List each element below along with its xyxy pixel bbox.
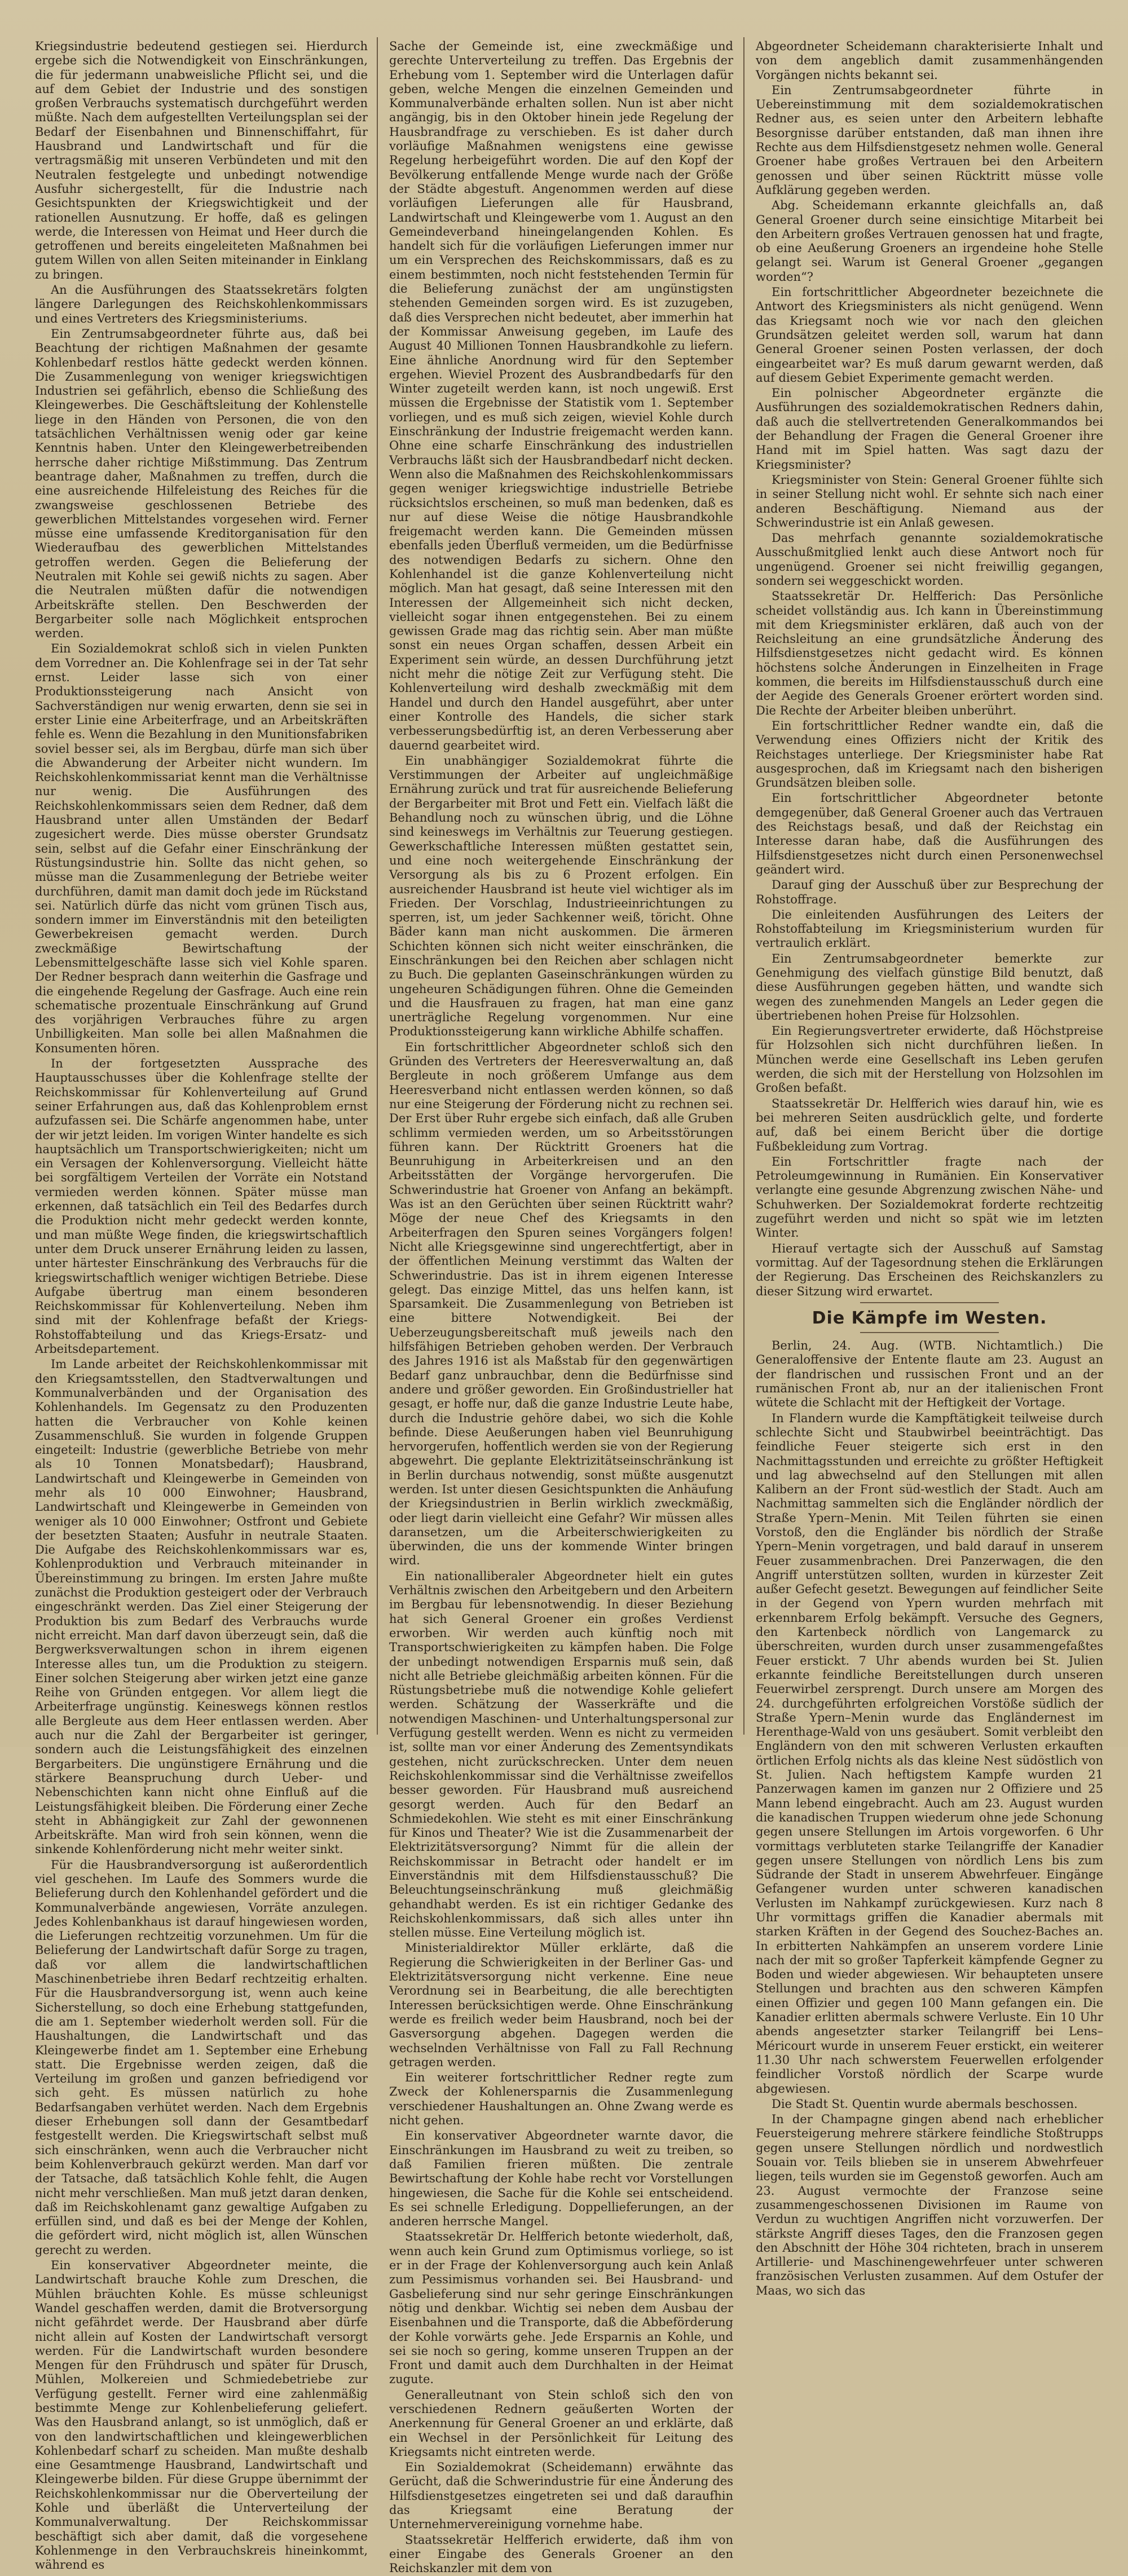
paragraph: In der Champagne gingen abend nach erheblicher Feuersteigerung mehrere stärkere feindliche Stoßtrupps gegen unsere Stellungen nördlich und nordwestlich Souain vor. Teils blieben sie in unserem Abwehrfeuer liegen, teils wurden sie im Gegenstoß geworfen. Auch am 23. August vermochte der Franzose seine zusammengeschossenen Divisionen im Raume von Verdun zu wuchtigen Angriffen nicht vorzuwerfen. Der stärkste Angriff dieses Tages, den die Franzosen gegen den Abschnitt der Höhe 304 richteten, brach in unserem Artillerie- und Maschinengewehrfeuer unter schweren französischen Verlusten zusammen. Auf dem Ostufer der Maas, wo sich das: [756, 2112, 1103, 2297]
paragraph: Ein Sozialdemokrat schloß sich in vielen Punkten dem Vorredner an. Die Kohlenfrage sei in der Tat sehr ernst. Leider lasse sich von einer Produktionssteigerung nach Ansicht von Sachverständigen nur wenig erwarten, denn sie sei in erster Linie eine Arbeiterfrage, und an Arbeitskräften fehle es. Wenn die Bezahlung in den Munitionsfabriken soviel besser sei, als im Bergbau, dürfe man sich über die Abwanderung der Arbeiter nicht wundern. Im Reichskohlenkommissariat kennt man die Verhältnisse nur wenig. Die Ausführungen des Reichskohlenkommissars seien dem Redner, daß dem Hausbrand unter allen Umständen der Bedarf zugesichert werde. Dies müsse oberster Grundsatz sein, selbst auf die Gefahr einer Einschränkung der Rüstungsindustrie hin. Sollte das nicht gehen, so müsse man die Zusammenlegung der Betriebe weiter durchführen, damit man damit doch jede im Rückstand sei. Natürlich dürfe das nicht vom grünen Tisch aus, sondern immer im Einverständnis mit den beteiligten Gewerbekreisen gemacht werden. Durch zweckmäßige Bewirtschaftung der Lebensmittelgeschäfte lasse sich viel Kohle sparen. Der Redner besprach dann weiterhin die Gasfrage und die eingehende Regelung der Gasfrage. Auch eine rein schematische prozentuale Einschränkung auf Grund des vorjährigen Verbrauches führe zu argen Unbilligkeiten. Man solle bei allen Maßnahmen die Konsumenten hören.: [35, 642, 368, 1055]
paragraph: Ein Fortschrittler fragte nach der Petroleumgewinnung in Rumänien. Ein Konservativer verlangte eine gesunde Abgrenzung zwischen Nähe- und Schuhwerken. Der Sozialdemokrat forderte rechtzeitig zugeführt werden und nicht so spät wie im letzten Winter.: [756, 1154, 1103, 1240]
paragraph: Hierauf vertagte sich der Ausschuß auf Samstag vormittag. Auf der Tagesordnung stehen die Erklärungen der Regierung. Das Erscheinen des Reichskanzlers zu dieser Sitzung wird erwartet.: [756, 1241, 1103, 1298]
paragraph: Ein Regierungsvertreter erwiderte, daß Höchstpreise für Holzsohlen sich nicht durchführen ließen. In München werde eine Gesellschaft ins Leben gerufen werden, die sich mit der Herstellung von Holzsohlen im Großen befaßt.: [756, 1024, 1103, 1095]
column-divider: [743, 37, 744, 1735]
text-column-1: [35, 39, 368, 2572]
paragraph: In der fortgesetzten Aussprache des Hauptausschusses über die Kohlenfrage stellte der Reichskommissar für Kohlenverteilung auf Grund seiner Erfahrungen aus, daß das Kohlenproblem ernst aufzufassen sei. Die Schärfe angenommen habe, unter der wir jetzt leiden. Im vorigen Winter handelte es sich hauptsächlich um Transportschwierigkeiten; nicht um ein Versagen der Kohlenversorgung. Vielleicht hätte bei sorgfältigem Verteilen der Vorräte ein Notstand vermieden werden können. Später müsse man erkennen, daß tatsächlich ein Teil des Bedarfes durch die Produktion nicht mehr gedeckt werden konnte, und man müßte Wege finden, die kriegswirtschaftlich unter dem Druck unserer Ernährung leiden zu lassen, unter härtester Einschränkung des Verbrauchs für die kriegswirtschaftlich weniger wichtigen Betriebe. Diese Aufgabe übertrug man einem besonderen Reichskommissar für Kohlenverteilung. Neben ihm sind mit der Kohlenfrage befaßt der Kriegs-Rohstoffabteilung und das Kriegs-Ersatz- und Arbeitsdepartement.: [35, 1057, 368, 1356]
paragraph: Generalleutnant von Stein schloß sich den von verschiedenen Rednern geäußerten Worten der Anerkennung für General Groener an und erklärte, daß ein Wechsel in der Persönlichkeit für Leitung des Kriegsamts nicht eintreten werde.: [389, 2388, 733, 2459]
paragraph: Im Lande arbeitet der Reichskohlenkommissar mit den Kriegsamtsstellen, den Stadtverwaltungen und Kommunalverbänden und der Organisation des Kohlenhandels. Im Gegensatz zu den Produzenten hatten die Verbraucher von Kohle keinen Zusammenschluß. Sie wurden in folgende Gruppen eingeteilt: Industrie (gewerbliche Betriebe von mehr als 10 Tonnen Monatsbedarf); Hausbrand, Landwirtschaft und Kleingewerbe in Gemeinden von mehr als 10 000 Einwohner; Hausbrand, Landwirtschaft und Kleingewerbe in Gemeinden von weniger als 10 000 Einwohner; Ostfront und Gebiete der besetzten Staaten; Ausfuhr in neutrale Staaten. Die Aufgabe des Reichskohlenkommissars war es, Kohlenproduktion und Verbrauch miteinander in Übereinstimmung zu bringen. Im ersten Jahre mußte zunächst die Produktion gesteigert oder der Verbrauch eingeschränkt werden. Das Ziel einer Steigerung der Produktion bis zum Bedarf des Verbrauchs wurde nicht erreicht. Man darf davon überzeugt sein, daß die Bergwerksverwaltungen schon in ihrem eigenen Interesse alles tun, um die Produktion zu steigern. Einer solchen Steigerung aber wirken jetzt eine ganze Reihe von Gründen entgegen. Vor allem liegt die Arbeiterfrage ungünstig. Keineswegs können restlos alle Bergleute aus dem Heer entlassen werden. Aber auch nur die Zahl der Bergarbeiter ist geringer, sondern auch die Leistungsfähigkeit des einzelnen Bergarbeiters. Die ungünstigere Ernährung und die stärkere Beanspruchung durch Ueber- und Nebenschichten kann nicht ohne Einfluß auf die Leistungsfähigkeit bleiben. Die Förderung einer Zeche steht in Abhängigkeit zur Zahl der gewonnenen Arbeitskräfte. Man wird froh sein können, wenn die sinkende Kohlenförderung nicht mehr weiter sinkt.: [35, 1357, 368, 1856]
paragraph: Ein fortschrittlicher Redner wandte ein, daß die Verwendung eines Offiziers nicht der Kritik des Reichstages unterliege. Der Kriegsminister habe Rat ausgesprochen, daß im Kriegsamt nach den bisherigen Grundsätzen bleiben solle.: [756, 718, 1103, 790]
paragraph: Ministerialdirektor Müller erklärte, daß die Regierung die Schwierigkeiten in der Berliner Gas- und Elektrizitätsversorgung nicht verkenne. Eine neue Verordnung sei in Bearbeitung, die alle berechtigten Interessen berücksichtigen werde. Ohne Einschränkung werde es freilich weder beim Hausbrand, noch bei der Gasversorgung abgehen. Dagegen werden die wechselnden Verhältnisse von Fall zu Fall Rechnung getragen werden.: [389, 1941, 733, 2069]
paragraph: Abg. Scheidemann erkannte gleichfalls an, daß General Groener durch seine einsichtige Mitarbeit bei den Arbeitern großes Vertrauen genossen hat und fragte, ob eine Aeußerung Groeners an irgendeine hohe Stelle gelangt sei. Warum ist General Groener „gegangen worden“?: [756, 199, 1103, 284]
paragraph: Staatssekretär Dr. Helfferich: Das Persönliche scheidet vollständig aus. Ich kann in Übereinstimmung mit dem Kriegsminister erklären, daß auch von der Reichsleitung an eine grundsätzliche Änderung des Hilfsdienstgesetzes nicht gedacht wird. Es können höchstens solche Änderungen in Einzelheiten in Frage kommen, die bereits im Hilfsdienstausschuß durch eine der Aegide des Generals Groener erörtert worden sind. Die Rechte der Arbeiter bleiben unberührt.: [756, 589, 1103, 717]
paragraph: Ein Zentrumsabgeordneter führte aus, daß bei Beachtung der richtigen Maßnahmen der gesamte Kohlenbedarf restlos hätte gedeckt werden können. Die Zusammenlegung von weniger kriegswichtigen Industrien sei gefährlich, ebenso die Schließung des Kleingewerbes. Die Geschäftsleitung der Kohlenstelle liege in den Händen von Personen, die von den tatsächlichen Verhältnissen wenig oder gar keine Kenntnis haben. Unter den Kleingewerbetreibenden herrsche daher richtige Mißstimmung. Das Zentrum beantrage daher, Maßnahmen zu treffen, durch die eine ausreichende Hilfeleistung des Reiches für die zwangsweise geschlossenen Betriebe des gewerblichen Mittelstandes vorgesehen wird. Ferner müsse eine umfassende Kreditorganisation für den Wiederaufbau des gewerblichen Mittelstandes getroffen werden. Gegen die Belieferung der Neutralen mit Kohle sei gewiß nichts zu sagen. Aber die Neutralen müßten dafür die notwendigen Arbeitskräfte stellen. Den Beschwerden der Bergarbeiter solle nach Möglichkeit entsprochen werden.: [35, 327, 368, 641]
section-rule: [860, 1302, 999, 1303]
paragraph: Kriegsindustrie bedeutend gestiegen sei. Hierdurch ergebe sich die Notwendigkeit von Einschränkungen, die für jedermann unabweisliche Pflicht sei, und die auf dem Gebiet der Industrie und des sonstigen großen Verbrauchs systematisch durchgeführt werden müßte. Nach dem aufgestellten Verteilungsplan sei der Bedarf der Eisenbahnen und Binnenschiffahrt, für Hausbrand und Landwirtschaft und für die vertragsmäßig mit unseren Verbündeten und mit den Neutralen festgelegte und unbedingt notwendige Ausfuhr sichergestellt, für die Industrie nach Gesichtspunkten der Kriegswichtigkeit und der rationellen Ausnutzung. Er hoffe, daß es gelingen werde, die Interessen von Heimat und Heer durch die getroffenen und bereits eingeleiteten Maßnahmen bei gutem Willen von allen Seiten miteinander in Einklang zu bringen.: [35, 39, 368, 281]
paragraph: Die einleitenden Ausführungen des Leiters der Rohstoffabteilung im Kriegsministerium wurden für vertraulich erklärt.: [756, 907, 1103, 950]
paragraph: Staatssekretär Dr. Helfferich wies darauf hin, wie es bei mehreren Seiten ausdrücklich gelte, und forderte auf, daß bei einem Bericht über die dortige Fußbekleidung zum Vortrag.: [756, 1096, 1103, 1153]
section-heading: Die Kämpfe im Westen.: [812, 1308, 1047, 1328]
paragraph: Ein Zentrumsabgeordneter führte in Uebereinstimmung mit dem sozialdemokratischen Redner aus, es seien unter den Arbeitern lebhafte Besorgnisse darüber entstanden, daß man ihnen ihre Rechte aus dem Hilfsdienstgesetz nehmen wolle. General Groener habe großes Vertrauen bei den Arbeitern genossen und über seinen Rücktritt müsse volle Aufklärung gegeben werden.: [756, 83, 1103, 197]
paragraph: Ein fortschrittlicher Abgeordneter schloß sich den Gründen des Vertreters der Heeresverwaltung an, daß Bergleute in noch größerem Umfange aus dem Heeresverband nicht entlassen werden können, so daß nur eine Steigerung der Förderung nicht zu rechnen sei. Der Erst über Ruhr ergebe sich einfach, daß alle Gruben schlimm vermieden werden, um so Arbeitsstörungen führen kann. Der Rücktritt Groeners hat die Beunruhigung in Arbeiterkreisen und an den Arbeitsstätten der Vorgänge hervorgerufen. Die Schwerindustrie hat Groener von Anfang an bekämpft. Was ist an den Gerüchten über seinen Rücktritt wahr? Möge der neue Chef des Kriegsamts in den Arbeiterfragen den Spuren seines Vorgängers folgen! Nicht alle Kriegsgewinne sind ungerechtfertigt, aber in der öffentlichen Meinung verstimmt das Walten der Schwerindustrie. Das ist in ihrem eigenen Interesse gelegt. Das einzige Mittel, das uns helfen kann, ist Sparsamkeit. Die Zusammenlegung von Betrieben ist eine bittere Notwendigkeit. Bei der Ueberzeugungsbereitschaft muß jeweils nach den hilfsfähigen Betrieben gehoben werden. Der Verbrauch des Jahres 1916 ist als Maßstab für den gegenwärtigen Bedarf ganz unbrauchbar, denn die Bedürfnisse sind andere und größer geworden. Ein Großindustrieller hat gesagt, er hoffe nur, daß die ganze Industrie Leute habe, durch die Industrie gehöre dabei, wo sich die Kohle befinde. Diese Aeußerungen haben viel Beunruhigung hervorgerufen, hoffentlich werden sie von der Regierung abgewehrt. Die geplante Elektrizitätseinschränkung ist in Berlin durchaus notwendig, sonst müßte ausgenutzt werden. Ist unter diesen Gesichtspunkten die Anhäufung der Kriegsindustrien in Berlin wirklich zweckmäßig, oder liegt darin vielleicht eine Gefahr? Wir müssen alles daransetzen, um die Arbeiterschwierigkeiten zu überwinden, die uns der kommende Winter bringen wird.: [389, 1040, 733, 1568]
text-column-3: [756, 39, 1103, 2297]
text-column-2: [389, 39, 733, 2575]
paragraph: Staatssekretär Helfferich erwiderte, daß ihm von einer Eingabe des Generals Groener an den Reichskanzler mit dem von: [389, 2533, 733, 2575]
paragraph: Berlin, 24. Aug. (WTB. Nichtamtlich.) Die Generaloffensive der Entente flaute am 23. August an der flandrischen und russischen Front und an der rumänischen Front ab, nur an der italienischen Front wütete die Schlacht mit der Heftigkeit der Vortage.: [756, 1339, 1103, 1410]
paragraph: Kriegsminister von Stein: General Groener fühlte sich in seiner Stellung nicht wohl. Er sehnte sich nach einer anderen Beschäftigung. Niemand aus der Schwerindustrie ist ein Anlaß gewesen.: [756, 473, 1103, 530]
paragraph: Ein polnischer Abgeordneter ergänzte die Ausführungen des sozialdemokratischen Redners dahin, daß auch die stellvertretenden Generalkommandos bei der Behandlung der Fragen die General Groener ihre Hand mit im Spiel hatten. Was sagt dazu der Kriegsminister?: [756, 386, 1103, 471]
paragraph: Ein Sozialdemokrat (Scheidemann) erwähnte das Gerücht, daß die Schwerindustrie für eine Änderung des Hilfsdienstgesetzes eingetreten sei und daß daraufhin das Kriegsamt eine Beratung der Unternehmervereinigung vornehme habe.: [389, 2460, 733, 2531]
paragraph: Ein fortschrittlicher Abgeordneter bezeichnete die Antwort des Kriegsministers als nicht genügend. Wenn das Kriegsamt noch wie vor nach den gleichen Grundsätzen geleitet werden soll, warum hat dann General Groener seinen Posten verlassen, der doch eingearbeitet war? Es muß darum gewarnt werden, daß auf diesem Gebiet Experimente gemacht werden.: [756, 285, 1103, 385]
paragraph: Sache der Gemeinde ist, eine zweckmäßige und gerechte Unterverteilung zu treffen. Das Ergebnis der Erhebung vom 1. September wird die Unterlagen dafür geben, welche Mengen die einzelnen Gemeinden und Kommunalverbände erhalten sollen. Nun ist aber nicht angängig, bis in den Oktober hinein jede Regelung der Hausbrandfrage zu verschieben. Es ist daher durch vorläufige Maßnahmen wenigstens eine gewisse Regelung herbeigeführt worden. Die auf den Kopf der Bevölkerung entfallende Menge wurde nach der Größe der Städte abgestuft. Angenommen werden auf diese vorläufigen Lieferungen alle für Hausbrand, Landwirtschaft und Kleingewerbe vom 1. August an den Gemeindeverband hineingelangenden Kohlen. Es handelt sich für die vorläufigen Lieferungen immer nur um ein Versprechen des Reichskommissars, daß es zu einem bestimmten, noch nicht feststehenden Termin für die Belieferung zunächst der am ungünstigsten stehenden Gemeinden sorgen wird. Es ist zuzugeben, daß dies Versprechen nicht bedeutet, aber immerhin hat der Kommissar Anweisung gegeben, im Laufe des August 40 Millionen Tonnen Hausbrandkohle zu liefern. Eine ähnliche Anordnung wird für den September ergehen. Wieviel Prozent des Ausbrandbedarfs für den Winter zugeteilt werden kann, ist noch ungewiß. Erst müssen die Ergebnisse der Statistik vom 1. September vorliegen, und es muß sich zeigen, wieviel Kohle durch Einschränkung der Industrie freigemacht werden kann. Ohne eine scharfe Einschränkung des industriellen Verbrauchs läßt sich der Hausbrandbedarf nicht decken. Wenn also die Maßnahmen des Reichskohlenkommissars gegen weniger kriegswichtige industrielle Betriebe rücksichtslos erscheinen, so muß man bedenken, daß es nur auf diese Weise die nötige Hausbrandkohle freigemacht werden kann. Die Gemeinden müssen ebenfalls jeden Überfluß vermeiden, um die Bedürfnisse des notwendigen Bedarfs zu sichern. Ohne den Kohlenhandel ist die ganze Kohlenverteilung nicht möglich. Man hat gesagt, daß seine Interessen mit den Interessen der Allgemeinheit sich nicht decken, vielleicht sogar ihnen entgegenstehen. Bei zu einem gewissen Grade mag das richtig sein. Aber man müßte sonst ein neues Organ schaffen, dessen Arbeit ein Experiment sein würde, an dessen Durchführung jetzt nicht mehr die nötige Zeit zur Verfügung steht. Die Kohlenverteilung wird deshalb zweckmäßig mit dem Handel und durch den Handel ausgeführt, aber unter einer Kontrolle des Handels, die sicher stark verbesserungsbedürftig ist, an deren Verbesserung aber dauernd gearbeitet wird.: [389, 39, 733, 752]
paragraph: Ein unabhängiger Sozialdemokrat führte die Verstimmungen der Arbeiter auf ungleichmäßige Ernährung zurück und trat für ausreichende Belieferung der Bergarbeiter mit Brot und Fett ein. Vielfach läßt die Behandlung noch zu wünschen übrig, und die Löhne sind keineswegs im Verhältnis zur Teuerung gestiegen. Gewerkschaftliche Interessen müßten gestattet sein, und eine noch weitergehende Einschränkung der Versorgung als bis zu 6 Prozent erfolgen. Ein ausreichender Hausbrand ist heute viel wichtiger als im Frieden. Der Vorschlag, Industrieeinrichtungen zu sperren, ist, um jeder Sachkenner weiß, töricht. Ohne Bäder kann man nicht auskommen. Die ärmeren Schichten können sich nicht weiter einschränken, die Einschränkungen bei den Reichen aber schlagen nicht zu Buch. Die geplanten Gaseinschränkungen würden zu ungeheuren Schädigungen führen. Ohne die Gemeinden und die Hausfrauen zu fragen, hat man eine ganz unerträgliche Regelung vorgenommen. Nur eine Produktionssteigerung kann wirkliche Abhilfe schaffen.: [389, 753, 733, 1039]
paragraph: Ein konservativer Abgeordneter meinte, die Landwirtschaft brauche Kohle zum Dreschen, die Mühlen bräuchten Kohle. Es müsse schleunigst Wandel geschaffen werden, damit die Brotversorgung nicht gefährdet werde. Der Hausbrand aber dürfe nicht allein auf Kosten der Landwirtschaft versorgt werden. Für die Landwirtschaft wurden besondere Mengen für den Frühdrusch und später für Drusch, Mühlen, Molkereien und Schmiedebetriebe zur Verfügung gestellt. Ferner wird eine zahlenmäßig bestimmte Menge zur Kohlenbelieferung geliefert. Was den Hausbrand anlangt, so ist unmöglich, daß er von den landwirtschaftlichen und kleingewerblichen Kohlenbedarf scharf zu scheiden. Man mußte deshalb eine Gesamtmenge Hausbrand, Landwirtschaft und Kleingewerbe bilden. Für diese Gruppe übernimmt der Reichskohlenkommissar nur die Oberverteilung der Kohle und überläßt die Unterverteilung der Kommunalverwaltung. Der Reichskommissar beschäftigt sich aber damit, daß die vorgesehene Kohlenmenge in den Verbrauchskreis hineinkommt, während es: [35, 2259, 368, 2572]
paragraph: In Flandern wurde die Kampftätigkeit teilweise durch schlechte Sicht und Staubwirbel beeinträchtigt. Das feindliche Feuer steigerte sich erst in den Nachmittagsstunden und erreichte zu größter Heftigkeit und lag abwechselnd auf den Stellungen mit allen Kalibern an der Front süd-westlich der Stadt. Auch am Nachmittag sammelten sich die Engländer nördlich der Straße Ypern–Menin. Mit Teilen führten sie einen Vorstoß, den die Engländer bis nördlich der Straße Ypern–Menin vorgetragen, und bald darauf in unserem Feuer zusammenbrachen. Drei Panzerwagen, die den Angriff unterstützen sollten, wurden in kürzester Zeit außer Gefecht gesetzt. Bewegungen auf feindlicher Seite in der Gegend von Ypern wurden mehrfach mit erkennbarem Erfolg bekämpft. Versuche des Gegners, den Kartenbeck nördlich von Langemarck zu überschreiten, wurden durch unser zusammengefaßtes Feuer erstickt. 7 Uhr abends wurden bei St. Julien erkannte feindliche Bereitstellungen durch unseren Feuerwirbel zersprengt. Durch unsere am Morgen des 24. durchgeführten erfolgreichen Vorstöße südlich der Straße Ypern–Menin wurde das Engländernest im Herenthage-Wald von uns gesäubert. Somit verbleibt den Engländern von den mit schweren Verlusten erkauften örtlichen Erfolg nichts als das kleine Nest südöstlich von St. Julien. Nach heftigstem Kampfe wurden 21 Panzerwagen kamen im ganzen nur 2 Offiziere und 25 Mann lebend eingebracht. Auch am 23. August wurden die kanadischen Truppen wiederum ohne jede Schonung gegen unsere Stellungen im Artois vorgeworfen. 6 Uhr vormittags verbluteten starke Teilangriffe der Kanadier gegen unsere Stellungen von nördlich Lens bis zum Südrande der Stadt in unserem Abwehrfeuer. Eingänge Gefangener wurden unter schweren kanadischen Verlusten im Nahkampf zurückgewiesen. Kurz nach 8 Uhr vormittags griffen die Kanadier abermals mit starken Kräften in der Gegend des Souchez-Baches an. In erbitterten Nahkämpfen an unserem vordere Linie nach der mit so großer Tapferkeit kämpfende Gegner zu Boden und wieder abgewiesen. Wir behaupteten unsere Stellungen und brachten aus den schweren Kämpfen einen Offizier und gegen 100 Mann gefangen ein. Die Kanadier erlitten abermals schwere Verluste. Ein 10 Uhr abends angesetzter starker Teilangriff bei Lens–Méricourt wurde in unserem Feuer erstickt, ein weiterer 11.30 Uhr nach schwerstem Feuerwellen erfolgender feindlicher Vorstoß nördlich der Scarpe wurde abgewiesen.: [756, 1411, 1103, 2096]
paragraph: Ein Zentrumsabgeordneter bemerkte zur Genehmigung des vielfach günstige Bild benutzt, daß diese Ausführungen gegeben hätten, und wandte sich wegen des zunehmenden Mangels an Leder gegen die übertriebenen hohen Preise für Holzsohlen.: [756, 951, 1103, 1022]
paragraph: Das mehrfach genannte sozialdemokratische Ausschußmitglied lenkt auch diese Antwort noch für ungenügend. Groener sei nicht freiwillig gegangen, sondern sei weggeschickt worden.: [756, 531, 1103, 588]
paragraph: Abgeordneter Scheidemann charakterisierte Inhalt und von dem angeblich damit zusammenhängenden Vorgängen nichts bekannt sei.: [756, 39, 1103, 82]
paragraph: An die Ausführungen des Staatssekretärs folgten längere Darlegungen des Reichskohlenkommissars und eines Vertreters des Kriegsministeriums.: [35, 283, 368, 325]
section-rule: [860, 1332, 999, 1333]
paragraph: Die Stadt St. Quentin wurde abermals beschossen.: [772, 2097, 1078, 2111]
paragraph: Ein nationalliberaler Abgeordneter hielt ein gutes Verhältnis zwischen den Arbeitgebern und den Arbeitern im Bergbau für lebensnotwendig. In dieser Beziehung hat sich General Groener ein großes Verdienst erworben. Wir werden auch künftig noch mit Transportschwierigkeiten zu kämpfen haben. Die Folge der unbedingt notwendigen Ersparnis muß sein, daß nicht alle Betriebe gleichmäßig arbeiten können. Für die Rüstungsbetriebe muß die notwendige Kohle geliefert werden. Schätzung der Wasserkräfte und die notwendigen Maschinen- und Unterhaltungspersonal zur Verfügung gestellt werden. Wenn es nicht zu vermeiden ist, sollte man vor einer Änderung des Zementsyndikats gestehen, nicht zurückschrecken. Unter dem neuen Reichskohlenkommissar sind die Verhältnisse zweifellos besser geworden. Für Hausbrand muß ausreichend gesorgt werden. Auch für den Bedarf an Schmiedekohlen. Wie steht es mit einer Einschränkung für Kinos und Theater? Wie ist die Zusammenarbeit der Elektrizitätsversorgung? Nimmt für die allein der Reichskommissar in Betracht oder handelt er im Einverständnis mit dem Hilfsdienstausschuß? Die Beleuchtungseinschränkung muß gleichmäßig gehandhabt werden. Es ist ein richtiger Gedanke des Reichskohlenkommissars, daß sich alles unter ihn stellen müsse. Eine Verteilung möglich ist.: [389, 1569, 733, 1940]
column-divider: [377, 37, 378, 1735]
paragraph: Ein weiterer fortschrittlicher Redner regte zum Zweck der Kohlenersparnis die Zusammenlegung verschiedener Haushaltungen an. Ohne Zwang werde es nicht gehen.: [389, 2071, 733, 2128]
paragraph: Ein fortschrittlicher Abgeordneter betonte demgegenüber, daß General Groener auch das Vertrauen des Reichstags besaß, und daß der Reichstag ein Interesse daran habe, daß die Ausführungen des Hilfsdienstgesetzes nicht durch einen Personenwechsel geändert wird.: [756, 791, 1103, 876]
paragraph: Für die Hausbrandversorgung ist außerordentlich viel geschehen. Im Laufe des Sommers wurde die Belieferung durch den Kohlenhandel gefördert und die Kommunalverbände angewiesen, Vorräte anzulegen. Jedes Kohlenbankhaus ist darauf hingewiesen worden, die Lieferungen rechtzeitig vorzunehmen. Um für die Belieferung der Landwirtschaft dafür Sorge zu tragen, daß vor allem die landwirtschaftlichen Maschinenbetriebe ihren Bedarf rechtzeitig erhalten. Für die Hausbrandversorgung ist, wenn auch keine Sicherstellung, so doch eine Erhebung stattgefunden, die am 1. September wiederholt werden soll. Für die Haushaltungen, die Landwirtschaft und das Kleingewerbe findet am 1. September eine Erhebung statt. Die Ergebnisse werden zeigen, daß die Verteilung im großen und ganzen befriedigend vor sich geht. Es müssen natürlich zu hohe Bedarfsangaben verhütet werden. Nach dem Ergebnis dieser Erhebungen soll dann der Gesamtbedarf festgestellt werden. Die Kriegswirtschaft selbst muß sich einschränken, wenn auch die Verbraucher nicht beim Kohlenverbrauch gekürzt werden. Man darf vor der Tatsache, daß tatsächlich Kohle fehlt, die Augen nicht mehr verschließen. Man muß jetzt daran denken, daß im Reichskohlenamt ganz gewaltige Aufgaben zu erfüllen sind, und daß es bei der Menge der Kohlen, die gefördert wird, nicht möglich ist, allen Wünschen gerecht zu werden.: [35, 1858, 368, 2257]
paragraph: Ein konservativer Abgeordneter warnte davor, die Einschränkungen im Hausbrand zu weit zu treiben, so daß Familien frieren müßten. Die zentrale Bewirtschaftung der Kohle habe recht vor Vorstellungen hingewiesen, die Sache für die Kohle sei entscheidend. Es sei schnelle Erledigung. Doppellieferungen, an der anderen herrsche Mangel.: [389, 2129, 733, 2229]
paragraph: Staatssekretär Dr. Helfferich betonte wiederholt, daß, wenn auch kein Grund zum Optimismus vorliege, so ist er in der Frage der Kohlenversorgung auch kein Anlaß zum Pessimismus vorhanden sei. Bei Hausbrand- und Gasbelieferung sind nur sehr geringe Einschränkungen nötig und denkbar. Wichtig sei neben dem Ausbau der Eisenbahnen und die Transporte, daß die Abbeförderung der Kohle vorwärts gehe. Jede Ersparnis an Kohle, und sei sie noch so gering, komme unseren Truppen an der Front und damit auch dem Durchhalten in der Heimat zugute.: [389, 2230, 733, 2387]
paragraph: Darauf ging der Ausschuß über zur Besprechung der Rohstoffrage.: [756, 878, 1103, 906]
